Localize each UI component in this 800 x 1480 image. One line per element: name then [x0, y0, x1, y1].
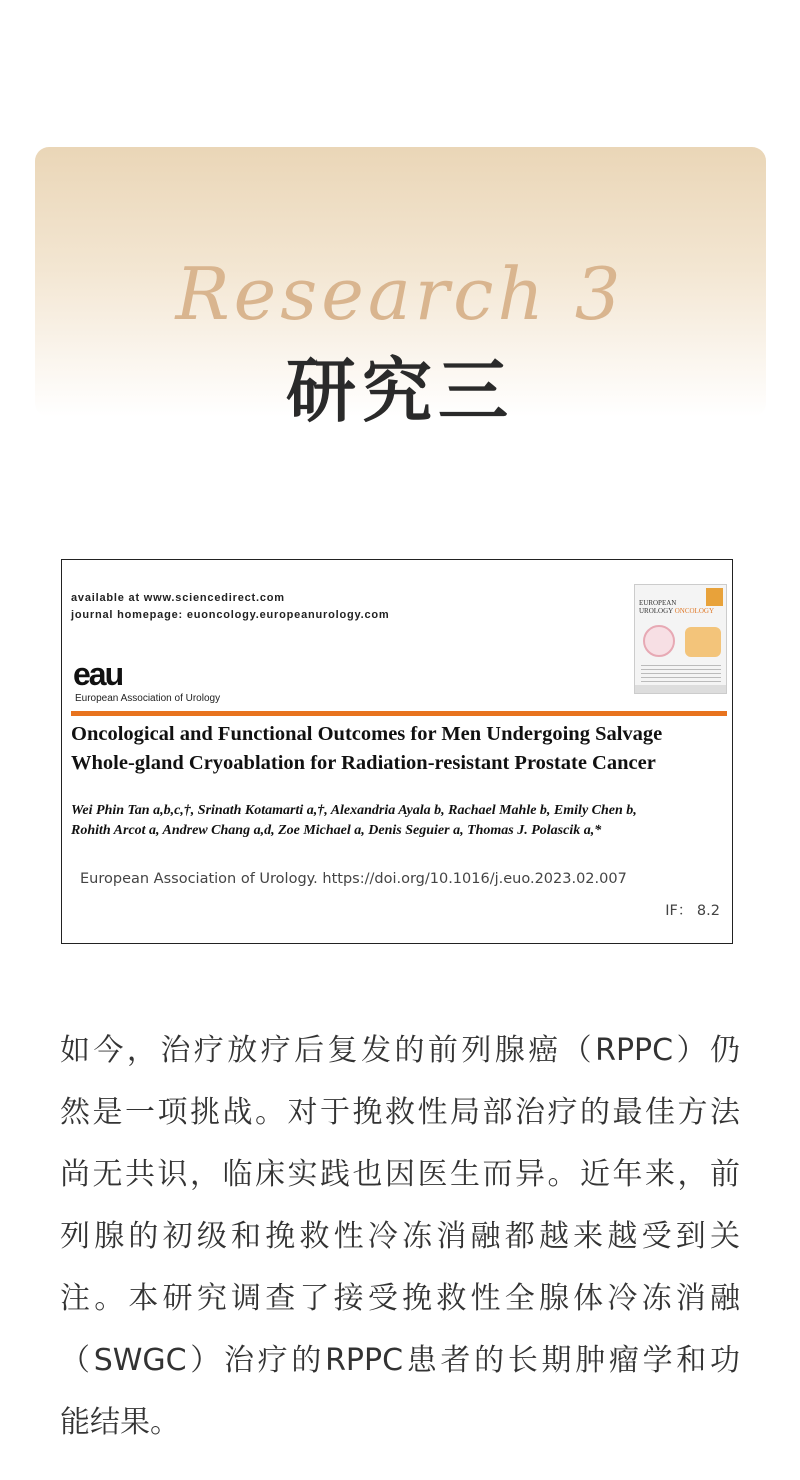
source-line-sciencedirect: available at www.sciencedirect.com: [71, 592, 285, 604]
authors-line2: Rohith Arcot a, Andrew Chang a,d, Zoe Michael a, Denis Seguier a, Thomas J. Polascik a,*: [71, 823, 602, 838]
paper-title-line2: Whole-gland Cryoablation for Radiation-resistant Prostate Cancer: [71, 752, 656, 774]
summary-paragraph: [60, 1020, 740, 1454]
summary-line: 注。本研究调查了接受挽救性全腺体冷冻消融: [60, 1281, 740, 1316]
banner-script-title: Research 3: [175, 252, 625, 336]
eau-logo-subtitle: European Association of Urology: [75, 693, 221, 704]
cover-title-line1: EUROPEAN: [639, 599, 677, 607]
paper-title-line1: Oncological and Functional Outcomes for Men Undergoing Salvage: [71, 723, 663, 745]
cover-figure-illustration: [685, 627, 721, 657]
authors-line1: Wei Phin Tan a,b,c,†, Srinath Kotamarti a,†, Alexandria Ayala b, Rachael Mahle b, Emily Chen b,: [71, 803, 637, 818]
banner-title: 研究三: [286, 349, 514, 432]
eau-logo: eau: [73, 656, 123, 692]
cover-title-oncology: ONCOLOGY: [674, 607, 714, 615]
journal-cover-thumbnail: [634, 584, 727, 694]
citation-doi: European Association of Urology. https://doi.org/10.1016/j.euo.2023.02.007: [80, 871, 627, 887]
summary-line: 然是一项挑战。对于挽救性局部治疗的最佳方法: [60, 1095, 740, 1130]
summary-line: 能结果。: [60, 1405, 180, 1440]
summary-line: 如今，治疗放疗后复发的前列腺癌（RPPC）仍: [60, 1033, 740, 1068]
cover-footer-bar: [635, 685, 726, 693]
summary-line: 列腺的初级和挽救性冷冻消融都越来越受到关: [60, 1219, 740, 1254]
summary-line: 尚无共识，临床实践也因医生而异。近年来，前: [60, 1157, 740, 1192]
cover-title-urology: UROLOGY: [639, 607, 675, 615]
paper-title: [71, 720, 731, 778]
cover-text-lines: [641, 665, 721, 685]
cover-badge: [706, 588, 723, 606]
paper-card: [61, 559, 733, 944]
cover-figure-circle: [643, 625, 675, 657]
orange-divider: [71, 711, 727, 716]
summary-line: （SWGC）治疗的RPPC患者的长期肿瘤学和功: [60, 1343, 740, 1378]
impact-factor: IF： 8.2: [665, 903, 720, 919]
source-line-journal-homepage: journal homepage: euoncology.europeanurology.com: [71, 609, 390, 621]
cover-title-line2: [639, 607, 714, 615]
paper-authors: [71, 801, 731, 841]
